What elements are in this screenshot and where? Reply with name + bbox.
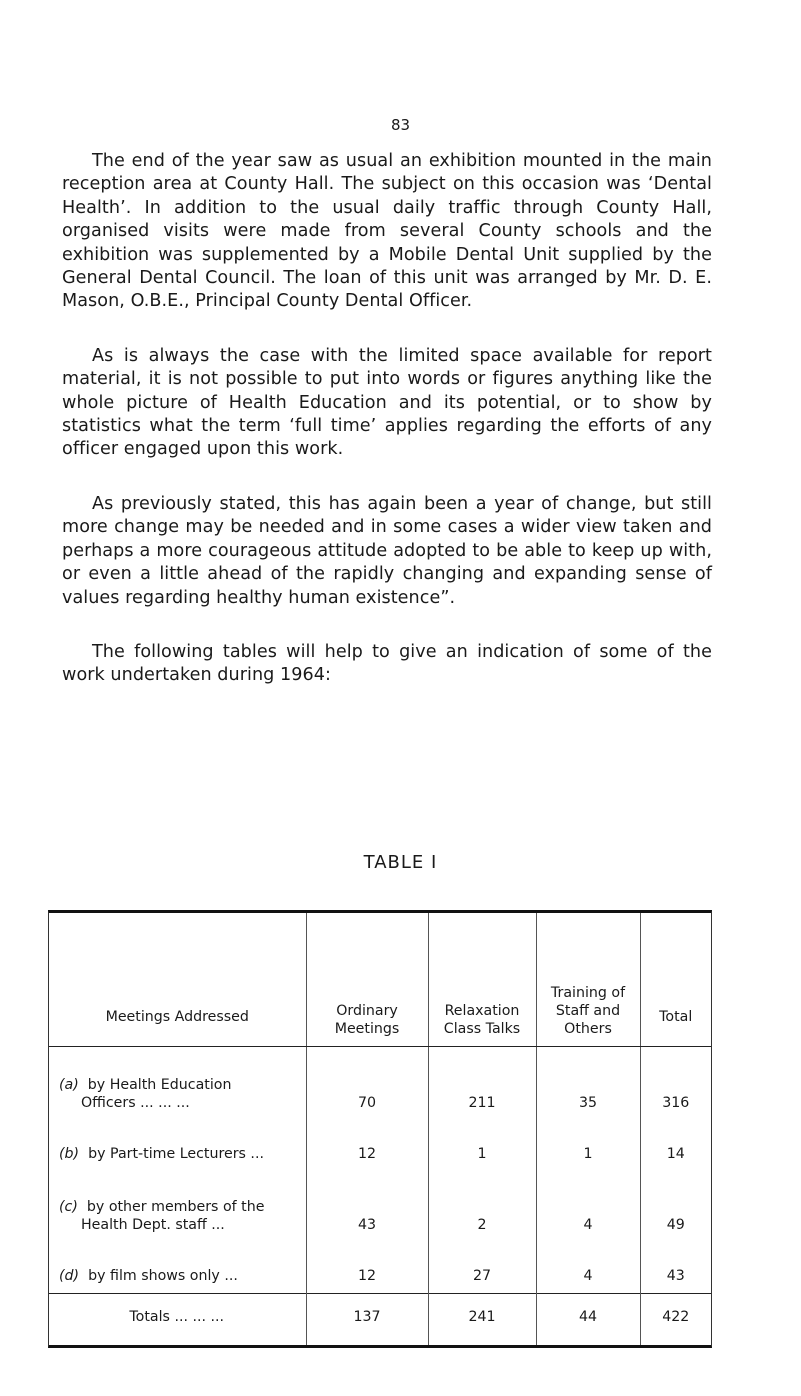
header-meetings-addressed: Meetings Addressed <box>49 913 306 1047</box>
table-row <box>49 1242 711 1294</box>
totals-row <box>49 1294 711 1346</box>
total-total: 422 <box>640 1294 711 1346</box>
cell-ordinary: 12 <box>306 1120 428 1171</box>
table-title: TABLE I <box>363 852 438 873</box>
paragraph-3: As previously stated, this has again been a year of change, but still more change may be needed and in some cases a wider view taken and perhaps a more courageous attitude adopted to be able to keep up with, or even a little ahead of the rapidly changing and expanding sense of values regarding healthy human existence”. <box>62 493 712 608</box>
row-letter: (c) <box>59 1199 78 1215</box>
cell-ordinary: 12 <box>306 1242 428 1294</box>
row-letter: (b) <box>59 1146 80 1162</box>
cell-relaxation: 1 <box>428 1120 536 1171</box>
row-letter: (a) <box>59 1077 79 1093</box>
row-label <box>49 1047 306 1121</box>
cell-relaxation: 2 <box>428 1171 536 1242</box>
cell-total: 43 <box>640 1242 711 1294</box>
cell-total: 14 <box>640 1120 711 1171</box>
row-label <box>49 1171 306 1242</box>
header-total: Total <box>640 913 711 1047</box>
cell-total: 49 <box>640 1171 711 1242</box>
row-label-line1: by Health Education <box>87 1077 232 1093</box>
header-ordinary-meetings: Ordinary Meetings <box>306 913 428 1047</box>
row-label-line1: by film shows only ... <box>88 1268 238 1284</box>
header-relaxation-class-talks: Relaxation Class Talks <box>428 913 536 1047</box>
cell-total: 316 <box>640 1047 711 1121</box>
paragraph-2: As is always the case with the limited space available for report material, it is not possible to put into words or figures anything like the whole picture of Health Education and its potential, or to show by statistics what the term ‘full time’ applies regarding the efforts of any officer engaged upon this work. <box>62 345 712 460</box>
cell-training: 35 <box>536 1047 640 1121</box>
cell-ordinary: 70 <box>306 1047 428 1121</box>
row-label-line2: Officers ... ... ... <box>81 1095 190 1111</box>
cell-relaxation: 27 <box>428 1242 536 1294</box>
table-container <box>48 910 712 1348</box>
total-ordinary: 137 <box>306 1294 428 1346</box>
paragraph-4: The following tables will help to give an indication of some of the work undertaken during 1964: <box>62 641 712 686</box>
cell-training: 1 <box>536 1120 640 1171</box>
cell-training: 4 <box>536 1242 640 1294</box>
header-training-of-staff: Training of Staff and Others <box>536 913 640 1047</box>
row-label-line1: by Part-time Lecturers ... <box>88 1146 264 1162</box>
row-label <box>49 1120 306 1171</box>
paragraph-1: The end of the year saw as usual an exhibition mounted in the main reception area at County Hall. The subject on this occasion was ‘Dental Health’. In addition to the usual daily traffic through County Hall, organised visits were made from several County schools and the exhibition was supplemented by a Mobile Dental Unit supplied by the General Dental Council. The loan of this unit was arranged by Mr. D. E. Mason, O.B.E., Principal County Dental Officer. <box>62 151 712 312</box>
table-row <box>49 1120 711 1171</box>
body-text <box>62 150 712 720</box>
cell-ordinary: 43 <box>306 1171 428 1242</box>
cell-training: 4 <box>536 1171 640 1242</box>
total-relaxation: 241 <box>428 1294 536 1346</box>
page-number: 83 <box>390 116 411 134</box>
table-row <box>49 1171 711 1242</box>
row-label-line1: by other members of the <box>86 1199 265 1215</box>
row-label <box>49 1242 306 1294</box>
cell-relaxation: 211 <box>428 1047 536 1121</box>
table-row <box>49 1047 711 1121</box>
row-label-line2: Health Dept. staff ... <box>81 1217 225 1233</box>
meetings-table <box>49 913 711 1345</box>
totals-label: Totals ... ... ... <box>49 1294 306 1346</box>
row-letter: (d) <box>59 1268 80 1284</box>
total-training: 44 <box>536 1294 640 1346</box>
table-header-row <box>49 913 711 1047</box>
